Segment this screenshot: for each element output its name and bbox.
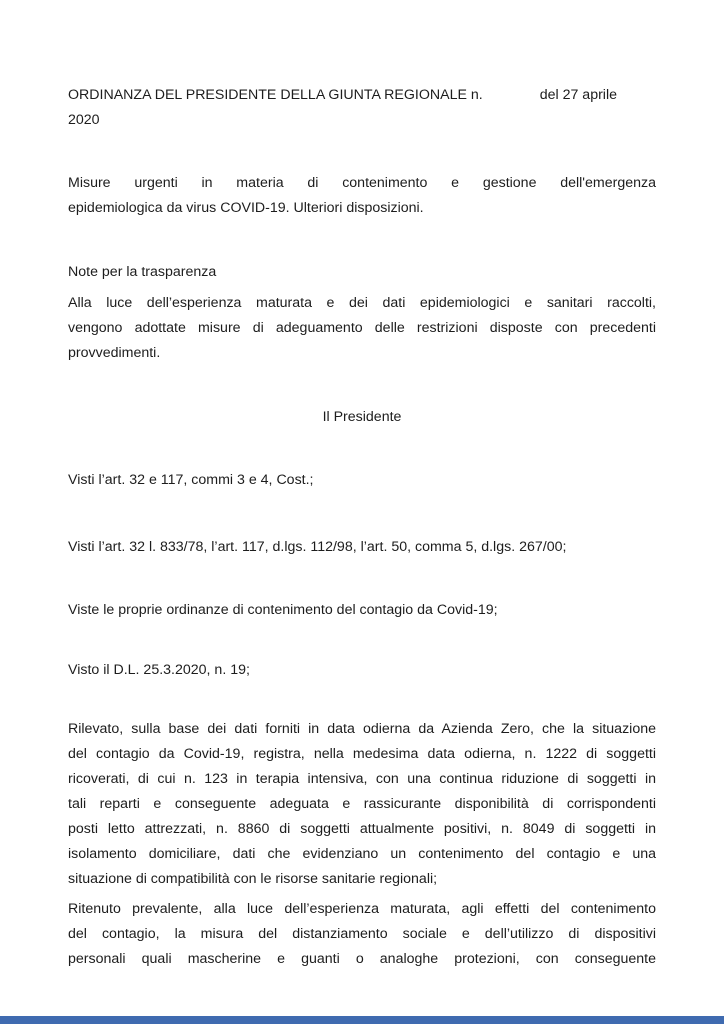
- text-line: posti letto attrezzati, n. 8860 di soggetti attualmente positivi, n. 8049 di soggetti in: [68, 821, 656, 837]
- text-line: del contagio da Covid-19, registra, nella medesima data odierna, n. 1222 di soggetti: [68, 746, 656, 762]
- text-line: epidemiologica da virus COVID-19. Ulteriori disposizioni.: [68, 200, 424, 216]
- title-date-text: del 27 aprile: [539, 87, 618, 103]
- text-line: provvedimenti.: [68, 345, 161, 361]
- transparency-heading: Note per la trasparenza: [68, 264, 217, 280]
- premise-visto-dl: Visto il D.L. 25.3.2020, n. 19;: [68, 662, 250, 678]
- ritenuto-paragraph: [68, 897, 656, 972]
- title-number-line: [68, 83, 656, 108]
- text-line: Misure urgenti in materia di contenimento e gestione dell'emergenza: [68, 175, 656, 191]
- text-line: vengono adottate misure di adeguamento delle restrizioni disposte con precedenti: [68, 320, 656, 336]
- premise-viste-ordinanze: Viste le proprie ordinanze di contenimento del contagio da Covid-19;: [68, 602, 498, 618]
- text-line: tali reparti e conseguente adeguata e rassicurante disponibilità di corrispondenti: [68, 796, 656, 812]
- title-main-text: ORDINANZA DEL PRESIDENTE DELLA GIUNTA REGIONALE n.: [68, 87, 483, 103]
- text-line: Rilevato, sulla base dei dati forniti in data odierna da Azienda Zero, che la situazione: [68, 721, 656, 737]
- text-line: Alla luce dell’esperienza maturata e dei dati epidemiologici e sanitari raccolti,: [68, 295, 656, 311]
- text-line: situazione di compatibilità con le risorse sanitarie regionali;: [68, 871, 438, 887]
- rilevato-paragraph: [68, 717, 656, 892]
- text-line: del contagio, la misura del distanziamento sociale e dell’utilizzo di dispositivi: [68, 926, 656, 942]
- president-heading: Il Presidente: [322, 409, 402, 425]
- premise-visti-laws: Visti l’art. 32 l. 833/78, l’art. 117, d.lgs. 112/98, l’art. 50, comma 5, d.lgs. 267/00;: [68, 539, 567, 555]
- text-line: isolamento domiciliare, dati che evidenziano un contenimento del contagio e una: [68, 846, 656, 862]
- ordinance-title: [68, 83, 656, 133]
- footer-accent-bar: [0, 1016, 724, 1024]
- premise-visti-cost: Visti l’art. 32 e 117, commi 3 e 4, Cost.;: [68, 472, 314, 488]
- text-line: personali quali mascherine e guanti o analoghe protezioni, con conseguente: [68, 951, 656, 967]
- subject-paragraph: [68, 171, 656, 221]
- transparency-paragraph: [68, 291, 656, 366]
- text-line: Ritenuto prevalente, alla luce dell’esperienza maturata, agli effetti del contenimento: [68, 901, 656, 917]
- text-line: ricoverati, di cui n. 123 in terapia intensiva, con una continua riduzione di soggetti in: [68, 771, 656, 787]
- title-year-text: 2020: [68, 112, 100, 128]
